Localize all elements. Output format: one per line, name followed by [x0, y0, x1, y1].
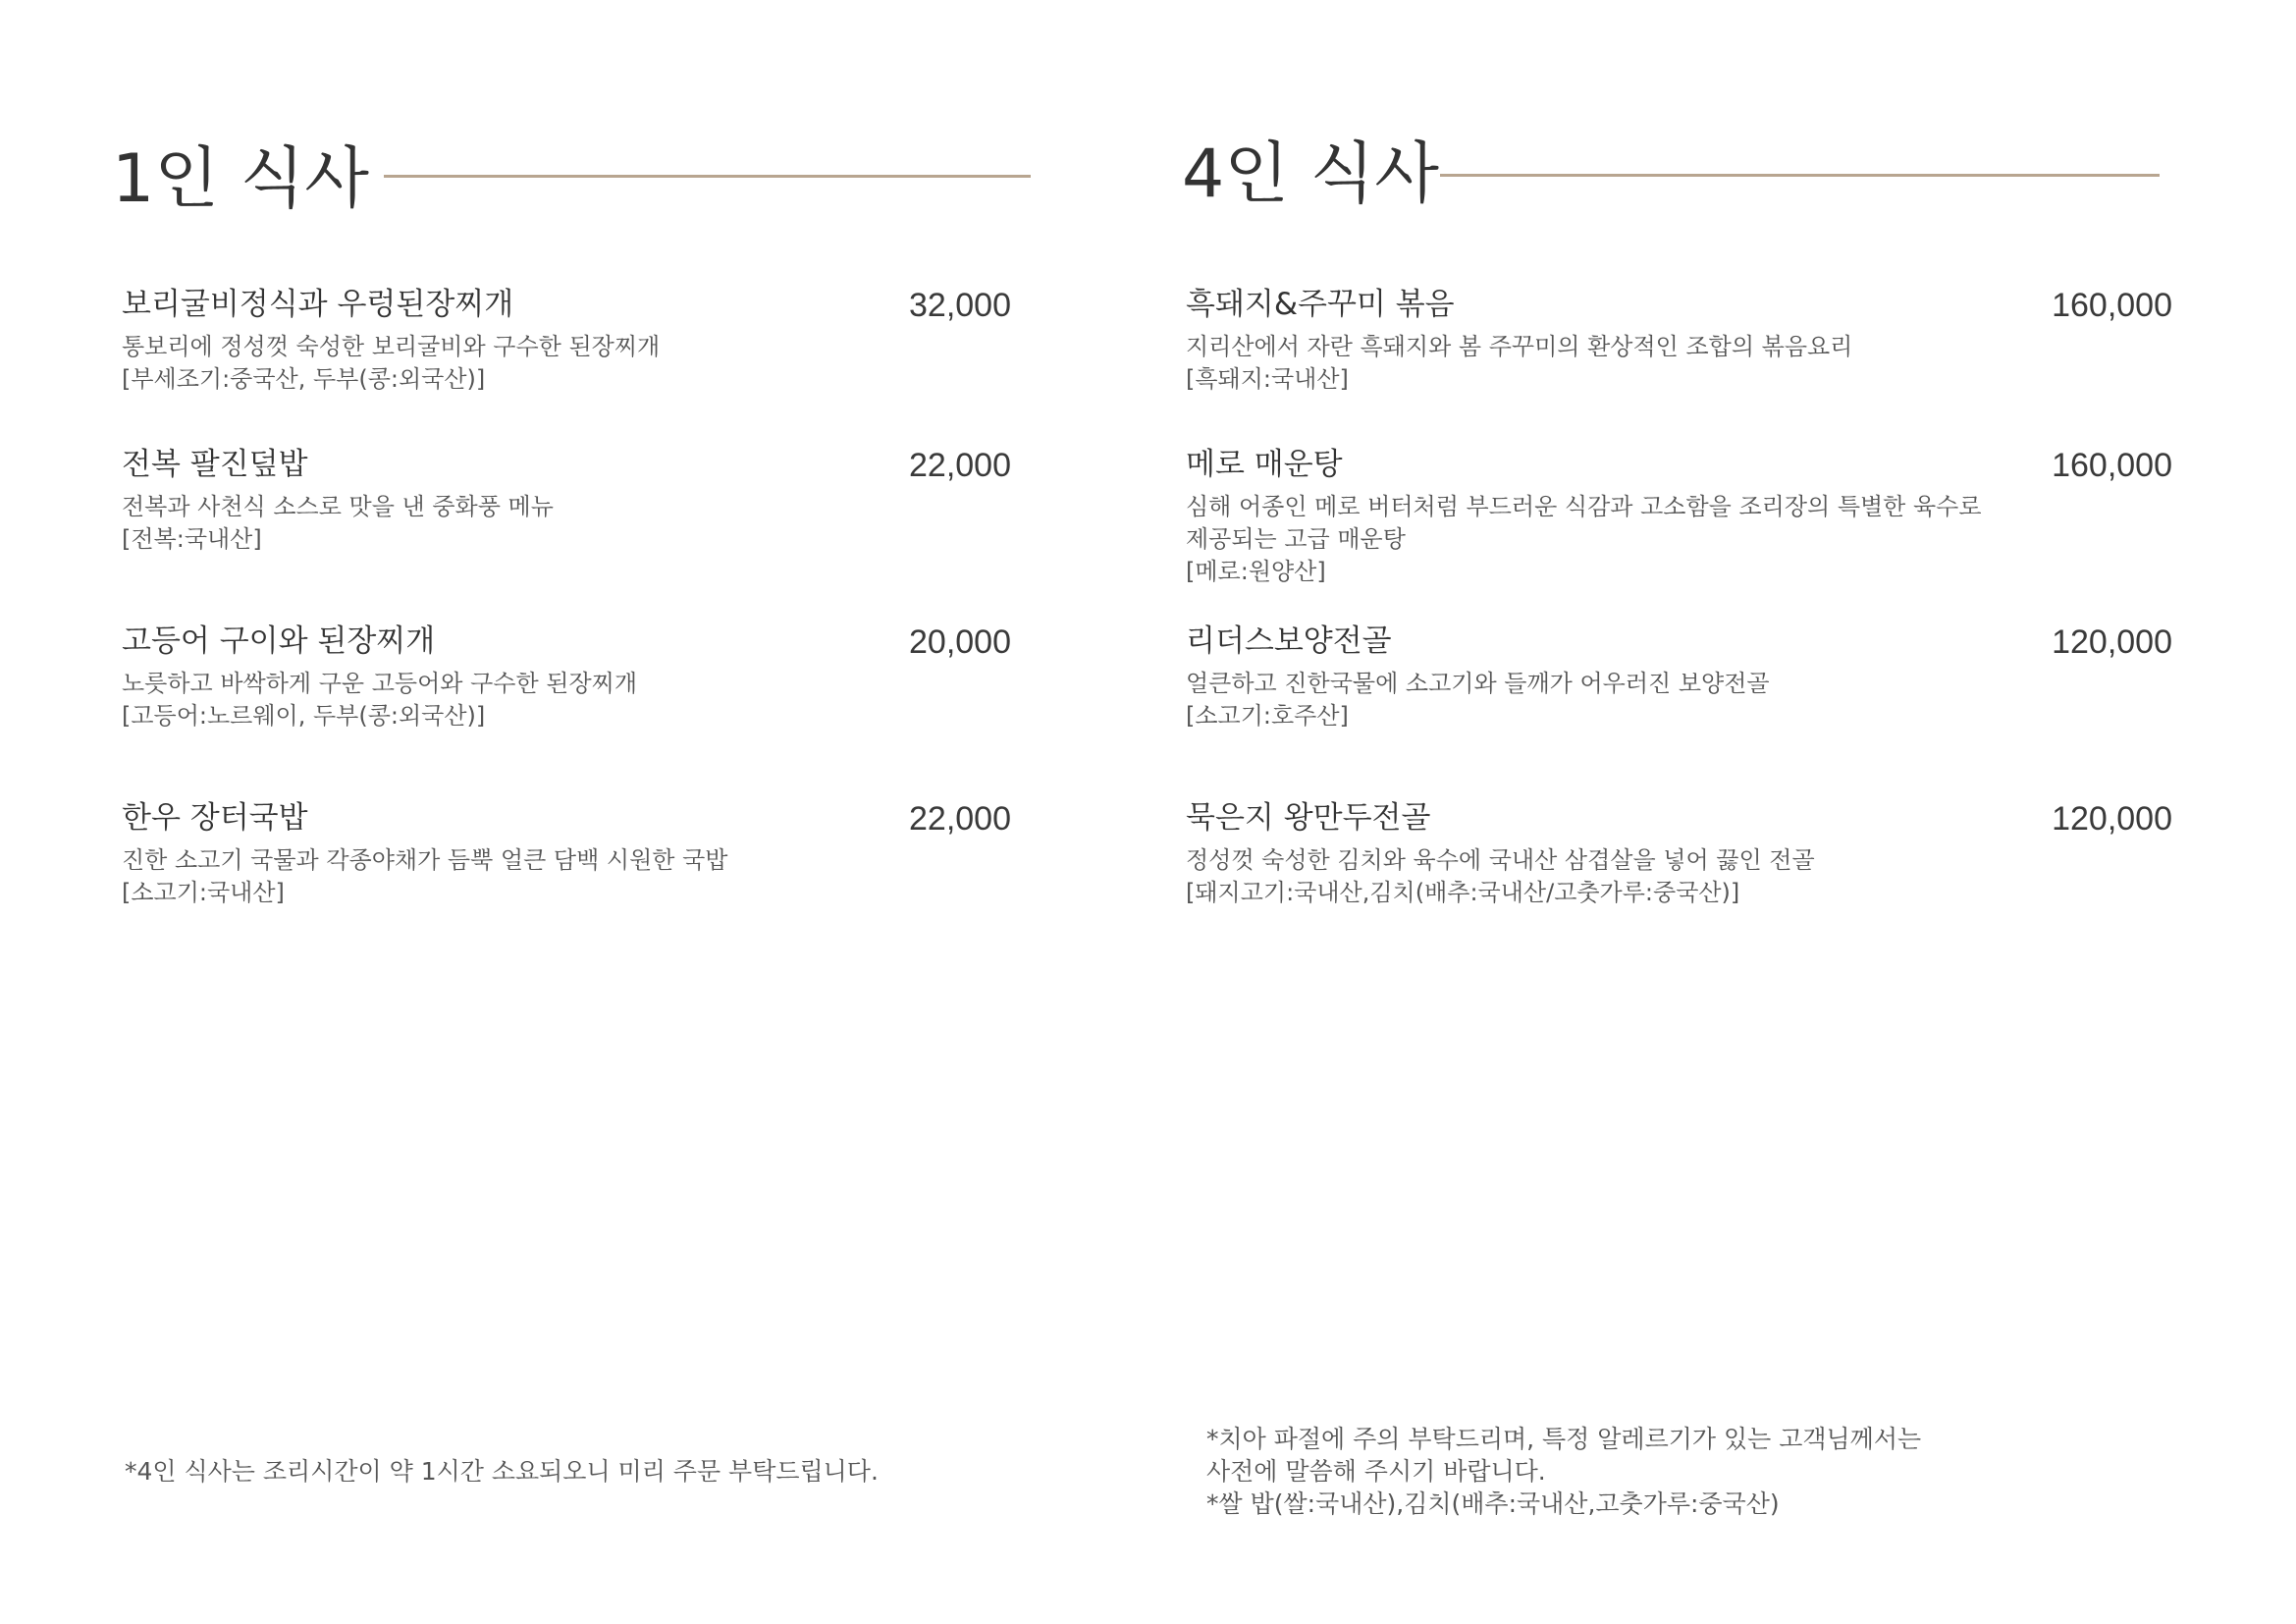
- menu-item: [122, 287, 1011, 424]
- menu-item: [1186, 447, 2172, 584]
- menu-item: [122, 447, 1011, 584]
- menu-item-description: [122, 491, 554, 556]
- menu-item-origin: [전복:국내산]: [122, 525, 262, 553]
- menu-item-name: 묵은지 왕만두전골: [1186, 800, 1431, 836]
- menu-item-origin: [고등어:노르웨이, 두부(콩:외국산)]: [122, 702, 486, 730]
- menu-item-price: 32,000: [909, 287, 1011, 324]
- menu-item-price: 120,000: [2052, 623, 2172, 661]
- menu-item-description: [1186, 668, 1770, 732]
- menu-item-description: [1186, 844, 1815, 909]
- menu-item-name: 고등어 구이와 된장찌개: [122, 623, 436, 659]
- menu-item-origin: [소고기:호주산]: [1186, 702, 1349, 730]
- menu-item-description-text: 지리산에서 자란 흑돼지와 봄 주꾸미의 환상적인 조합의 볶음요리: [1186, 333, 1853, 360]
- menu-item-description-text: 얼큰하고 진한국물에 소고기와 들깨가 어우러진 보양전골: [1186, 670, 1770, 697]
- menu-item: [122, 623, 1011, 761]
- menu-item-description: [1186, 491, 1982, 588]
- menu-item-origin: [소고기:국내산]: [122, 879, 285, 906]
- menu-item-price: 160,000: [2052, 287, 2172, 324]
- menu-item-price: 22,000: [909, 800, 1011, 838]
- menu-item-description-text: 심해 어종인 메로 버터처럼 부드러운 식감과 고소함을 조리장의 특별한 육수로 제공되는 고급 매운탕: [1186, 493, 1982, 553]
- menu-item: [1186, 287, 2172, 424]
- menu-item-price: 120,000: [2052, 800, 2172, 838]
- menu-item-origin: [부세조기:중국산, 두부(콩:외국산)]: [122, 365, 486, 393]
- menu-item-description-text: 노릇하고 바싹하게 구운 고등어와 구수한 된장찌개: [122, 670, 638, 697]
- menu-item-name: 보리굴비정식과 우렁된장찌개: [122, 287, 514, 322]
- menu-item-price: 20,000: [909, 623, 1011, 661]
- menu-item-name: 전복 팔진덮밥: [122, 447, 308, 482]
- menu-item-description-text: 전복과 사천식 소스로 맛을 낸 중화풍 메뉴: [122, 493, 554, 520]
- allergy-origin-note: *치아 파절에 주의 부탁드리며, 특정 알레르기가 있는 고객님께서는 사전에 말씀해 주시기 바랍니다. *쌀 밥(쌀:국내산),김치(배추:국내산,고춧가루:중국산): [1206, 1425, 1922, 1518]
- menu-item-description-text: 정성껏 숙성한 김치와 육수에 국내산 삼겹살을 넣어 끓인 전골: [1186, 846, 1815, 874]
- menu-item-description: [122, 668, 637, 732]
- menu-item-origin: [메로:원양산]: [1186, 558, 1326, 585]
- menu-item: [1186, 623, 2172, 761]
- menu-item-description: [122, 331, 660, 396]
- preparation-note: *4인 식사는 조리시간이 약 1시간 소요되오니 미리 주문 부탁드립니다.: [125, 1457, 879, 1486]
- section-divider-single: [384, 175, 1031, 178]
- menu-item-description: [1186, 331, 1852, 396]
- menu-item-price: 160,000: [2052, 447, 2172, 484]
- menu-item-name: 메로 매운탕: [1186, 447, 1343, 482]
- menu-item-description-text: 통보리에 정성껏 숙성한 보리굴비와 구수한 된장찌개: [122, 333, 661, 360]
- menu-item-name: 흑돼지&주꾸미 볶음: [1186, 287, 1455, 322]
- menu-item-origin: [흑돼지:국내산]: [1186, 365, 1349, 393]
- menu-item: [1186, 800, 2172, 938]
- menu-item-description: [122, 844, 727, 909]
- menu-item-name: 한우 장터국밥: [122, 800, 308, 836]
- section-title-group: 4인 식사: [1182, 135, 1439, 213]
- menu-item-description-text: 진한 소고기 국물과 각종야채가 듬뿍 얼큰 담백 시원한 국밥: [122, 846, 728, 874]
- section-divider-group: [1440, 174, 2160, 177]
- menu-item: [122, 800, 1011, 938]
- menu-item-name: 리더스보양전골: [1186, 623, 1392, 659]
- section-title-single: 1인 식사: [112, 140, 369, 218]
- menu-item-origin: [돼지고기:국내산,김치(배추:국내산/고춧가루:중국산)]: [1186, 879, 1740, 906]
- menu-item-price: 22,000: [909, 447, 1011, 484]
